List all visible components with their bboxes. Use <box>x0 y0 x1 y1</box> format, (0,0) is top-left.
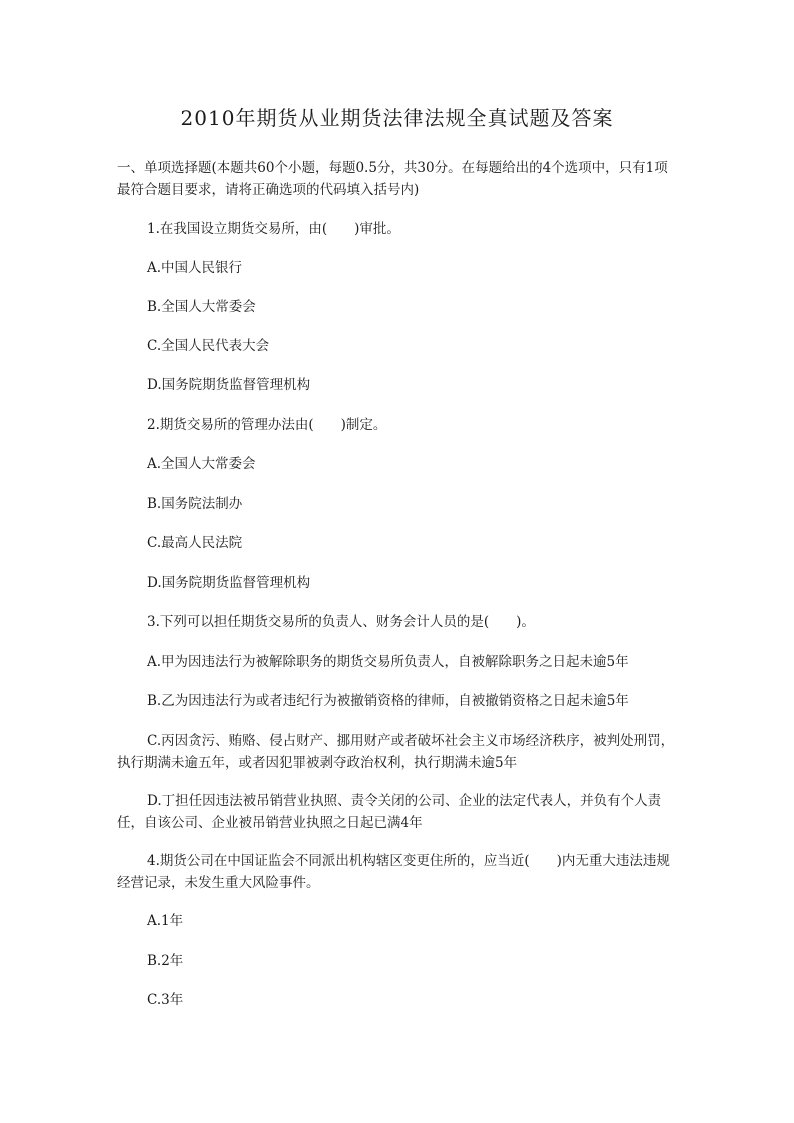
question-option: C.丙因贪污、贿赂、侵占财产、挪用财产或者破坏社会主义市场经济秩序，被判处刑罚，执行期满未逾五年，或者因犯罪被剥夺政治权利，执行期满未逾5年 <box>117 733 675 771</box>
question-stem: 2.期货交易所的管理办法由( )制定。 <box>147 417 387 433</box>
question-option: A.中国人民银行 <box>147 260 243 276</box>
section-intro: 一、单项选择题(本题共60个小题，每题0.5分，共30分。在每题给出的4个选项中，只有1项最符合题目要求，请将正确选项的代码填入括号内) <box>117 160 668 198</box>
question-option: A.1年 <box>147 913 184 929</box>
question-option: D.丁担任因违法被吊销营业执照、责令关闭的公司、企业的法定代表人，并负有个人责任，自该公司、企业被吊销营业执照之日起已满4年 <box>117 793 662 831</box>
question-option: C.最高人民法院 <box>147 535 243 551</box>
question-option: A.甲为因违法行为被解除职务的期货交易所负责人，自被解除职务之日起未逾5年 <box>147 654 629 670</box>
question-option: A.全国人大常委会 <box>147 456 256 472</box>
question-option: C.全国人民代表大会 <box>147 338 270 354</box>
question-option: D.国务院期货监督管理机构 <box>147 377 311 393</box>
question-option: B.乙为因违法行为或者违纪行为被撤销资格的律师，自被撤销资格之日起未逾5年 <box>147 693 629 709</box>
document-title: 2010年期货从业期货法律法规全真试题及答案 <box>180 106 614 130</box>
question-stem: 1.在我国设立期货交易所，由( )审批。 <box>147 221 400 237</box>
question-stem: 4.期货公司在中国证监会不同派出机构辖区变更住所的，应当近( )内无重大违法违规经营记录，未发生重大风险事件。 <box>117 853 670 891</box>
question-option: B.2年 <box>147 953 184 969</box>
question-stem: 3.下列可以担任期货交易所的负责人、财务会计人员的是( )。 <box>147 614 535 630</box>
question-option: D.国务院期货监督管理机构 <box>147 575 311 591</box>
question-option: B.全国人大常委会 <box>147 299 256 315</box>
question-option: B.国务院法制办 <box>147 496 243 512</box>
question-option: C.3年 <box>147 992 184 1008</box>
